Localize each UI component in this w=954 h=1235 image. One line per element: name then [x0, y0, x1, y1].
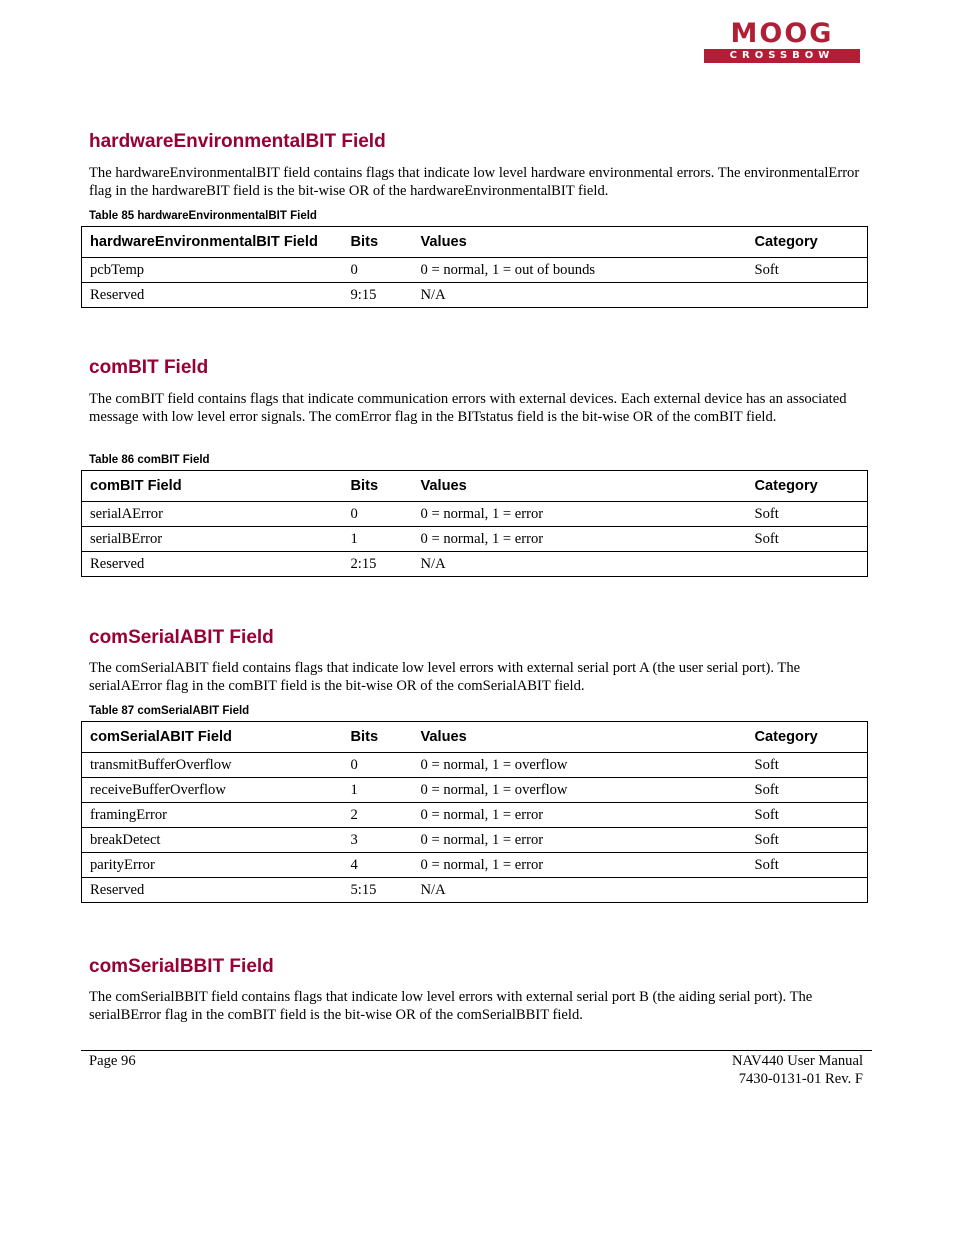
table-cell: serialAError — [82, 502, 343, 527]
table-cell: framingError — [82, 803, 343, 828]
table-row — [82, 878, 868, 903]
table-cell: 0 = normal, 1 = error — [413, 828, 747, 853]
table-cell: N/A — [413, 283, 747, 308]
table-cell: Soft — [747, 527, 868, 552]
bit-table-com — [81, 470, 868, 577]
table-cell: 0 = normal, 1 = error — [413, 803, 747, 828]
table-row — [82, 552, 868, 577]
column-header: Values — [413, 722, 747, 753]
section-paragraph: The comSerialABIT field contains flags that indicate low level errors with external serial port A (the user serial port). The serialAError flag in the comBIT field is the bit-wise OR of the comSerialABIT field. — [89, 660, 801, 694]
table-cell: 0 = normal, 1 = out of bounds — [413, 258, 747, 283]
column-header: Bits — [343, 227, 413, 258]
table-cell: transmitBufferOverflow — [82, 753, 343, 778]
moog-crossbow-logo — [702, 18, 862, 68]
section-heading: comSerialBBIT Field — [89, 956, 274, 977]
column-header: Category — [747, 227, 868, 258]
table-cell: 9:15 — [343, 283, 413, 308]
table-cell: Soft — [747, 258, 868, 283]
column-header: Bits — [343, 471, 413, 502]
table-row — [82, 778, 868, 803]
section-heading: comSerialABIT Field — [89, 627, 274, 648]
section-heading: comBIT Field — [89, 357, 209, 378]
table-cell: 0 — [343, 258, 413, 283]
column-header: Bits — [343, 722, 413, 753]
table-row — [82, 258, 868, 283]
table-cell: 0 = normal, 1 = overflow — [413, 778, 747, 803]
table-row — [82, 283, 868, 308]
manual-title: NAV440 User Manual — [731, 1053, 863, 1069]
table-row — [82, 853, 868, 878]
column-header: Values — [413, 227, 747, 258]
bit-table-hardware-environmental — [81, 226, 868, 308]
document-number: 7430-0131-01 Rev. F — [738, 1071, 863, 1087]
table-cell: 1 — [343, 527, 413, 552]
table-cell: Soft — [747, 803, 868, 828]
page-number: Page 96 — [89, 1053, 136, 1069]
bit-table-com-serial-a — [81, 721, 868, 903]
table-row — [82, 828, 868, 853]
table-cell: 5:15 — [343, 878, 413, 903]
column-header: Values — [413, 471, 747, 502]
table-cell: 0 = normal, 1 = error — [413, 527, 747, 552]
table-caption: Table 86 comBIT Field — [89, 454, 210, 466]
table-cell: N/A — [413, 878, 747, 903]
table-cell: 0 = normal, 1 = error — [413, 853, 747, 878]
table-cell: 2 — [343, 803, 413, 828]
table-row — [82, 803, 868, 828]
column-header: Category — [747, 471, 868, 502]
table-cell: parityError — [82, 853, 343, 878]
table-cell — [747, 283, 868, 308]
table-cell: Reserved — [82, 283, 343, 308]
column-header: comSerialABIT Field — [82, 722, 343, 753]
logo-brand: MOOG — [730, 18, 834, 49]
footer-divider — [81, 1050, 872, 1051]
table-cell: 0 — [343, 502, 413, 527]
column-header: Category — [747, 722, 868, 753]
table-cell: Reserved — [82, 552, 343, 577]
table-header-row — [82, 227, 868, 258]
table-cell — [747, 878, 868, 903]
table-header-row — [82, 722, 868, 753]
table-cell: Soft — [747, 853, 868, 878]
table-cell: breakDetect — [82, 828, 343, 853]
table-cell: Soft — [747, 778, 868, 803]
logo-sub: CROSSBOW — [704, 49, 860, 63]
table-row — [82, 527, 868, 552]
table-caption: Table 87 comSerialABIT Field — [89, 705, 250, 717]
section-paragraph: The hardwareEnvironmentalBIT field contains flags that indicate low level hardware environmental errors. The environmentalError flag in the hardwareBIT field is the bit-wise OR of the hardwareEnvironmentalBIT field. — [89, 165, 860, 199]
column-header: hardwareEnvironmentalBIT Field — [82, 227, 343, 258]
table-cell: Reserved — [82, 878, 343, 903]
table-cell: receiveBufferOverflow — [82, 778, 343, 803]
table-cell: Soft — [747, 502, 868, 527]
table-cell: 3 — [343, 828, 413, 853]
table-cell: 4 — [343, 853, 413, 878]
table-cell — [747, 552, 868, 577]
table-header-row — [82, 471, 868, 502]
section-heading: hardwareEnvironmentalBIT Field — [89, 131, 386, 152]
table-cell: 0 = normal, 1 = overflow — [413, 753, 747, 778]
table-cell: 0 — [343, 753, 413, 778]
table-cell: 2:15 — [343, 552, 413, 577]
table-caption: Table 85 hardwareEnvironmentalBIT Field — [89, 210, 317, 222]
column-header: comBIT Field — [82, 471, 343, 502]
table-cell: 0 = normal, 1 = error — [413, 502, 747, 527]
table-cell: Soft — [747, 828, 868, 853]
table-row — [82, 753, 868, 778]
table-cell: serialBError — [82, 527, 343, 552]
section-paragraph: The comBIT field contains flags that indicate communication errors with external devices. Each external device has an associated message with low level error signals. The comError flag in the BITstatus field is the bit-wise OR of the comBIT field. — [89, 391, 847, 425]
document-info — [732, 1052, 863, 1088]
table-cell: Soft — [747, 753, 868, 778]
table-cell: 1 — [343, 778, 413, 803]
table-row — [82, 502, 868, 527]
table-cell: pcbTemp — [82, 258, 343, 283]
table-cell: N/A — [413, 552, 747, 577]
section-paragraph: The comSerialBBIT field contains flags that indicate low level errors with external serial port B (the aiding serial port). The serialBError flag in the comBIT field is the bit-wise OR of the comSerialBBIT field. — [89, 989, 813, 1023]
